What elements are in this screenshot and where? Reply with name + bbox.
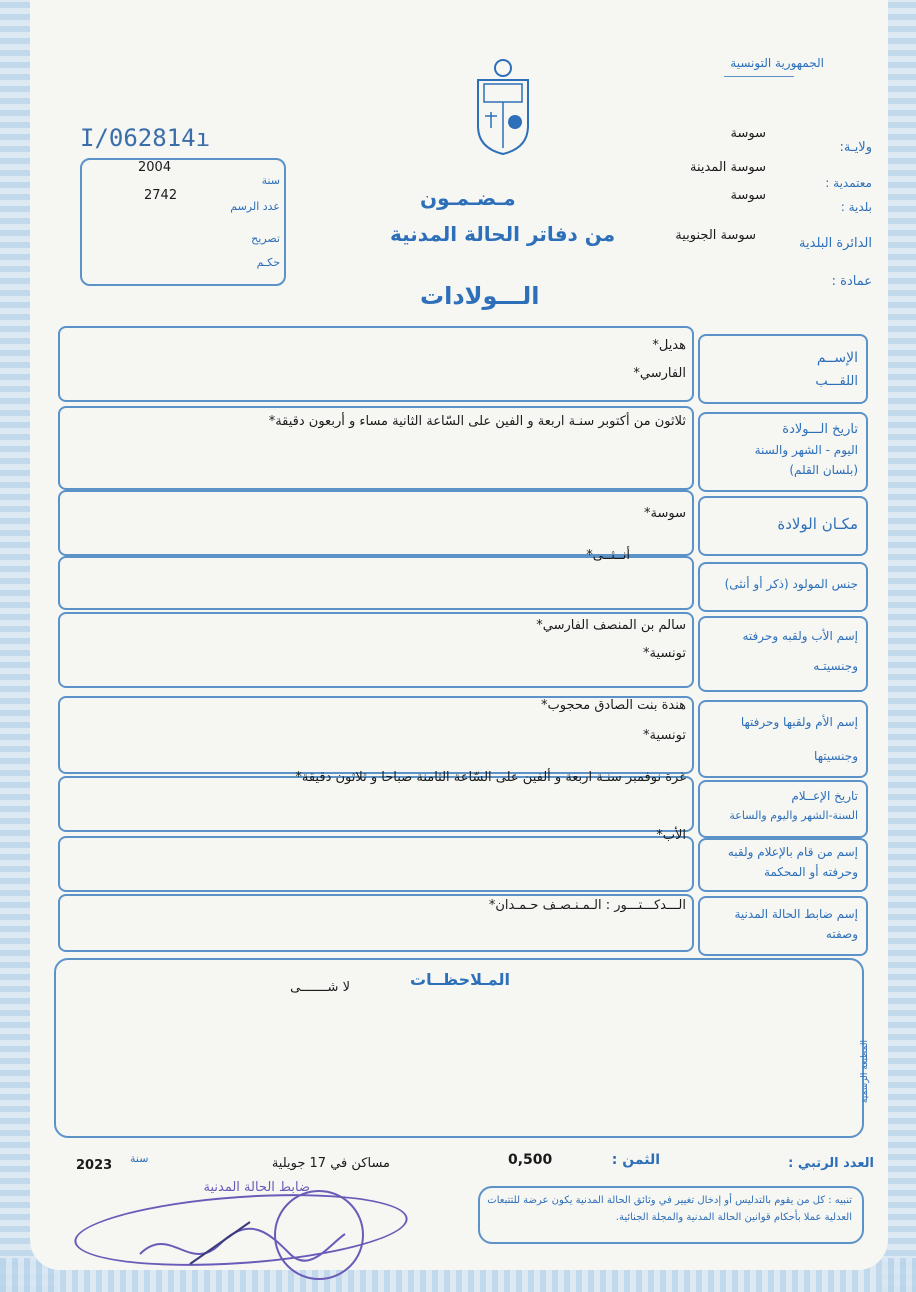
footer-year-label: سنة bbox=[130, 1152, 149, 1165]
document-title: مـضـمـون bbox=[420, 186, 516, 210]
label-birth-date: تاريخ الـــولادة bbox=[782, 422, 858, 437]
value-birth-date: ثلاثون من أكتوبر سنـة اربعة و الفين على السّاعة الثانية مساء و أربعون دقيقة* bbox=[268, 414, 686, 429]
value-father-nationality: تونسية* bbox=[643, 646, 686, 661]
document-body bbox=[30, 0, 888, 1270]
daira-value: سوسة الجنوبية bbox=[675, 228, 756, 243]
serial-number: I/062814ı bbox=[80, 124, 211, 152]
label-name: الإســم bbox=[816, 350, 858, 366]
motamadia-label: معتمدية : bbox=[825, 176, 872, 190]
value-box-birth-place bbox=[58, 490, 694, 556]
label-officer-title: وصفته bbox=[825, 927, 858, 941]
label-declarant-detail: وحرفته أو المحكمة bbox=[763, 865, 858, 879]
declaration-label: تصريح bbox=[251, 232, 280, 245]
notes-label: المـلاحظــات bbox=[410, 970, 510, 989]
value-surname: الفارسي* bbox=[633, 366, 686, 381]
baladia-label: بلدية : bbox=[840, 200, 872, 214]
value-sex: أنــثــى* bbox=[586, 548, 630, 563]
coat-of-arms-icon bbox=[470, 56, 536, 156]
label-declaration-date: تاريخ الإعــلام bbox=[791, 789, 858, 803]
document-subtitle: من دفاتر الحالة المدنية bbox=[390, 222, 616, 246]
reference-number-value: 2742 bbox=[144, 188, 178, 203]
baladia-value: سوسة bbox=[730, 188, 766, 203]
wilaya-value: سوسة bbox=[730, 126, 766, 141]
footer-year-value: 2023 bbox=[76, 1158, 113, 1173]
reference-year-value: 2004 bbox=[138, 160, 172, 175]
value-box-sex bbox=[58, 556, 694, 610]
value-birth-place: سوسة* bbox=[644, 506, 686, 521]
label-officer: إسم ضابط الحالة المدنية bbox=[734, 907, 858, 921]
notes-value: لا شـــــــى bbox=[290, 980, 350, 995]
label-birth-date-detail: اليوم - الشهر والسنة bbox=[754, 443, 858, 457]
label-father: إسم الأب ولقبه وحرفته bbox=[742, 629, 858, 643]
price-label: الثمن : bbox=[611, 1152, 660, 1168]
divider bbox=[724, 76, 794, 77]
value-box-declarant bbox=[58, 836, 694, 892]
place-date: مساكن في 17 جويلية bbox=[271, 1156, 390, 1171]
label-mother: إسم الأم ولقبها وحرفتها bbox=[740, 715, 858, 729]
signature-icon bbox=[130, 1214, 350, 1274]
label-birth-place: مكـان الولادة bbox=[777, 515, 858, 533]
label-mother-nationality: وجنسيتها bbox=[814, 749, 858, 763]
value-declaration-date: غرة نوفمبر سنـة اربعة و ألفين على السّاعة الثامنة صباحا و ثلاثون دقيقة* bbox=[295, 770, 686, 785]
motamadia-value: سوسة المدينة bbox=[689, 160, 766, 175]
value-declarant: الأب* bbox=[656, 828, 686, 843]
label-declaration-date-detail: السنة-الشهر واليوم والساعة bbox=[729, 809, 858, 822]
officer-signature-label: ضابط الحالة المدنية bbox=[203, 1180, 310, 1195]
omada-label: عمادة : bbox=[831, 274, 872, 289]
section-title: الـــولادات bbox=[420, 282, 540, 310]
price-value: 0,500 bbox=[508, 1152, 553, 1168]
serial-label: العدد الرتبي : bbox=[788, 1156, 874, 1171]
value-mother-nationality: تونسية* bbox=[643, 728, 686, 743]
side-code: المطبعة الرسمية bbox=[860, 1040, 870, 1104]
value-name: هديل* bbox=[652, 338, 686, 353]
value-mother: هندة بنت الصادق محجوب* bbox=[541, 698, 686, 713]
value-father: سالم بن المنصف الفارسي* bbox=[536, 618, 686, 633]
label-birth-date-note: (بلسان القلم) bbox=[789, 463, 858, 477]
daira-label: الدائرة البلدية bbox=[799, 236, 872, 251]
label-sex: جنس المولود (ذكر أو أنثى) bbox=[724, 577, 858, 591]
judgment-label: حكـم bbox=[256, 256, 280, 269]
republic-name: الجمهورية التونسية bbox=[730, 56, 824, 70]
reference-year-label: سنة bbox=[261, 174, 280, 187]
label-declarant: إسم من قام بالإعلام ولقبه bbox=[727, 845, 858, 859]
reference-number-label: عدد الرسم bbox=[230, 200, 280, 213]
label-surname: اللقـــب bbox=[815, 374, 858, 389]
value-officer: الـــدكـــتـــور : الـمـنـصـف حـمـدان* bbox=[488, 898, 686, 913]
label-father-nationality: وجنسيتـه bbox=[813, 659, 858, 673]
wilaya-label: ولايـة: bbox=[839, 140, 872, 155]
label-box-name bbox=[698, 334, 868, 404]
warning-text: تنبيه : كل من يقوم بالتدليس أو إدخال تغيير في وثائق الحالة المدنية يكون عرضة للتتبعات العدلية عملا بأحكام قوانين الحالة المدنية والمجلة الجنائية. bbox=[487, 1195, 852, 1223]
